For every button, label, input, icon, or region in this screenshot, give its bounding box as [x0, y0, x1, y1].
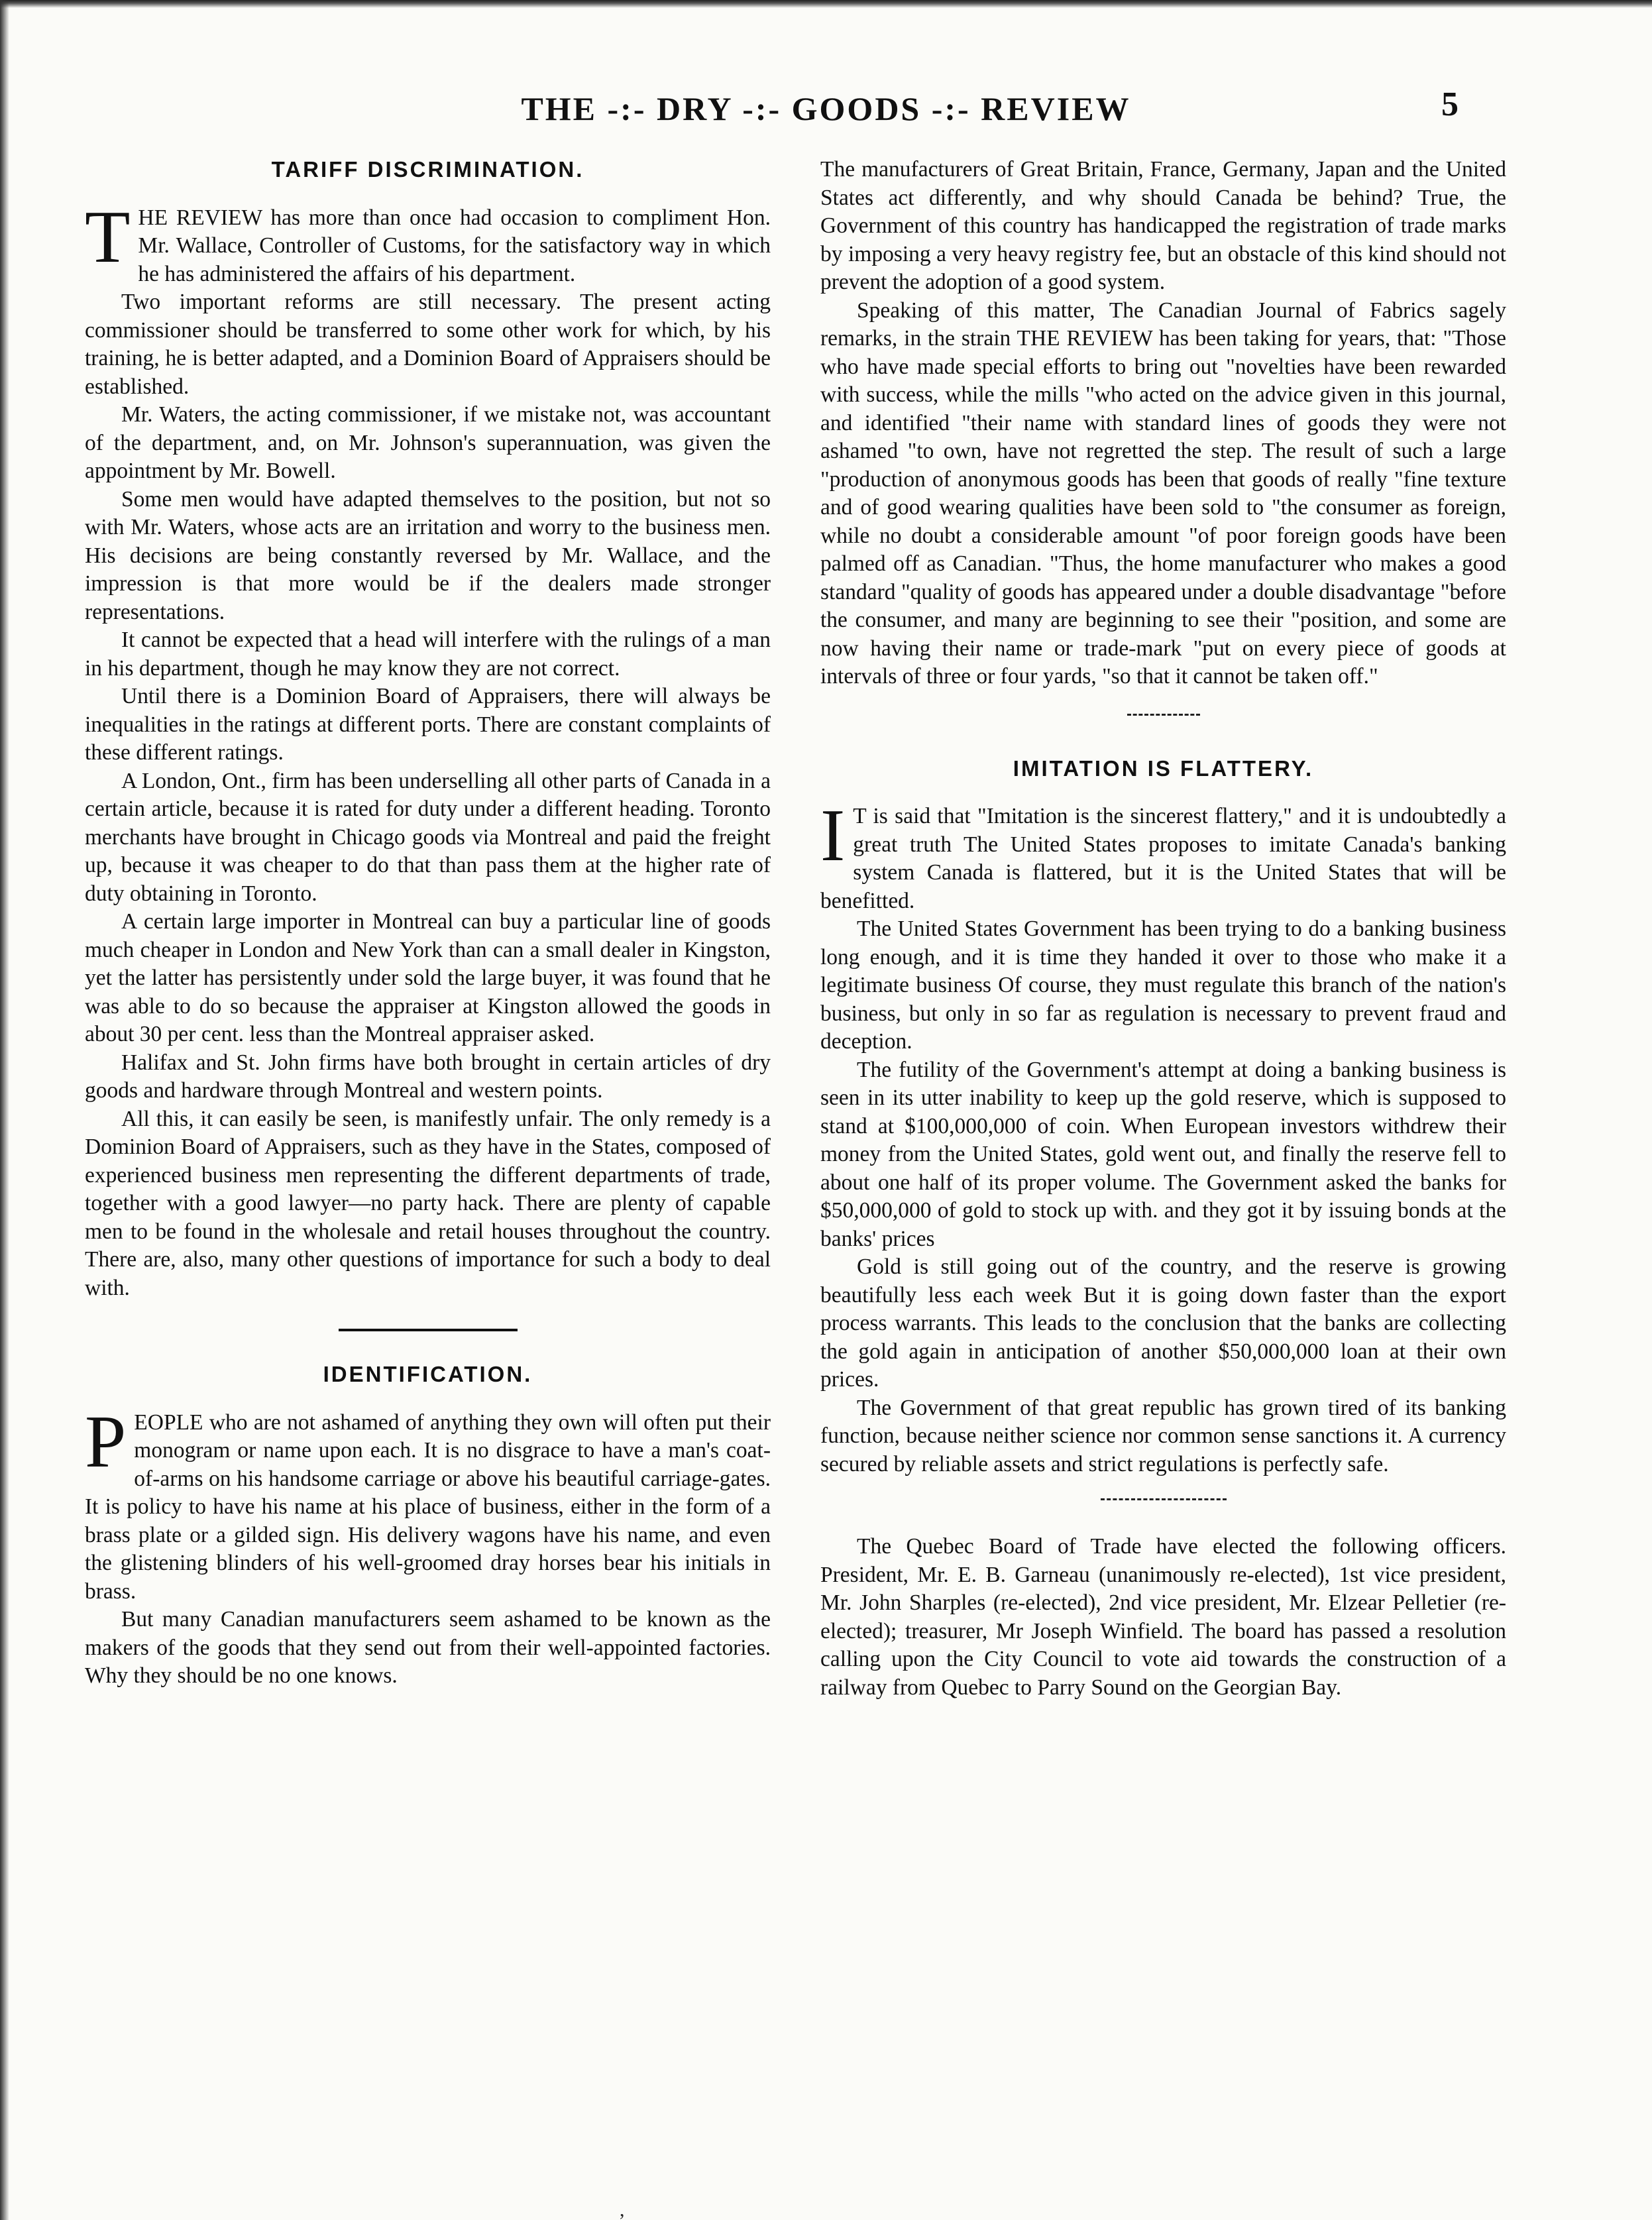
identification-continued-paragraph: Speaking of this matter, The Canadian Journal of Fabrics sagely remarks, in the strain THE REVIEW has been taking for years, that: "Those who have made special efforts to bring out "novelties have been rewarded with success, while the mills "who acted on the advice given in this journal, and identified "their name with standard lines of goods they were not ashamed "to own, have not regretted the step. The result of such a large "production of anonymous goods has been that goods of really "fine texture and of good wearing qualities have been sold to "the consumer as foreign, while no doubt a considerable amount "of poor foreign goods have been palmed off as Canadian. "Thus, the home manufacturer who makes a good standard "quality of goods has appeared under a double disadvantage "before the consumer, and many are beginning to see their "position, and some are now having their name or trade-mark "put on every piece of goods at intervals of three or four yards, "so that it cannot be taken off." [820, 298, 1506, 689]
tariff-paragraph: A certain large importer in Montreal can buy a particular line of goods much cheaper in London and New York than can a small dealer in Kingston, yet the latter has persistently under sold the large buyer, it was found that he was able to do so because the appraiser at Kingston allowed the goods in about 30 per cent. less than the Montreal appraiser asked. [85, 909, 771, 1046]
imitation-paragraph: The futility of the Government's attempt at doing a banking business is seen in its utter inability to keep up the gold reserve, which is supposed to stand at $100,000,000 of coin. When European investors withdrew their money from the United States, gold went out, and finally the reserve fell to about one half of its proper volume. The Government asked the banks for $50,000,000 of gold to stock up with. and they got it by issuing bonds at the banks' prices [820, 1057, 1506, 1251]
identification-paragraph: PEOPLE who are not ashamed of anything they own will often put their monogram or name upon each. It is no disgrace to have a man's coat-of-arms on his handsome carriage or above his beautiful carriage-gates. It is policy to have his name at his place of business, either in the form of a brass plate or a gilded sign. His delivery wagons have his name, and even the glistening blinders of his well-groomed dray horses bear his initials in brass. [85, 1400, 771, 1604]
identification-continued-paragraph: The manufacturers of Great Britain, France, Germany, Japan and the United States act differently, and why should Canada be behind? True, the Government of this country has handicapped the registration of trade marks by imposing a very heavy registry fee, but an obstacle of this kind should not prevent the adoption of a good system. [820, 157, 1506, 294]
drop-cap: P [85, 1400, 127, 1483]
tariff-paragraph: It cannot be expected that a head will interfere with the rulings of a man in his department, though he may know they are not correct. [85, 628, 771, 681]
tariff-paragraph: Until there is a Dominion Board of Appraisers, there will always be inequalities in the ratings at different ports. There are constant complaints of these different ratings. [85, 684, 771, 765]
tariff-paragraph: All this, it can easily be seen, is manifestly unfair. The only remedy is a Dominion Board of Appraisers, such as they have in the States, composed of experienced business men representing the different departments of trade, together with a good lawyer—no party hack. There are plenty of capable men to be found in the wholesale and retail houses throughout the country. There are, also, many other questions of importance for such a body to deal with. [85, 1106, 771, 1300]
tariff-heading: TARIFF DISCRIMINATION. [271, 157, 584, 182]
masthead: THE -:- DRY -:- GOODS -:- REVIEW [521, 90, 1131, 127]
right-column [820, 156, 1506, 2177]
imitation-paragraph: The Government of that great republic has grown tired of its banking function, because neither science nor common sense sanctions it. A currency secured by reliable assets and strict regulations is perfectly safe. [820, 1395, 1506, 1476]
tariff-paragraph: A London, Ont., firm has been underselling all other parts of Canada in a certain article, because it is rated for duty under a different heading. Toronto merchants have brought in Chicago goods via Montreal and paid the freight up, because it was cheaper to do that than pass them at the higher rate of duty obtaining in Toronto. [85, 768, 771, 906]
identification-paragraph: But many Canadian manufacturers seem ashamed to be known as the makers of the goods that they send out from their well-appointed factories. Why they should be no one knows. [85, 1607, 771, 1688]
scan-mark: , [620, 2199, 625, 2220]
drop-cap: T [85, 195, 131, 278]
section-divider [1127, 714, 1200, 718]
scan-edge-left [0, 0, 9, 2220]
section-divider [1101, 1498, 1227, 1502]
identification-heading: IDENTIFICATION. [323, 1362, 533, 1386]
scan-edge-top [0, 0, 1652, 8]
tariff-paragraph: Some men would have adapted themselves to the position, but not so with Mr. Waters, whose acts are an irritation and worry to the business men. His decisions are being constantly reversed by Mr. Wallace, and the impression is that more would be if the dealers made stronger representations. [85, 486, 771, 624]
tariff-paragraph: THE REVIEW has more than once had occasion to compliment Hon. Mr. Wallace, Controller of Customs, for the satisfactory way in which he has administered the affairs of his department. [85, 195, 771, 286]
tariff-paragraph: Halifax and St. John firms have both brought in certain articles of dry goods and hardware through Montreal and western points. [85, 1050, 771, 1103]
page-number: 5 [1441, 85, 1459, 123]
imitation-heading: IMITATION IS FLATTERY. [1013, 755, 1314, 781]
imitation-paragraph: The United States Government has been trying to do a banking business long enough, and it is time they handed it over to those who make it a legitimate business Of course, they must regulate this branch of the nation's business, but only in so far as regulation is necessary to prevent fraud and deception. [820, 916, 1506, 1054]
quebec-board-paragraph: The Quebec Board of Trade have elected the following officers. President, Mr. E. B. Garneau (unanimously re-elected), 1st vice president, Mr. John Sharples (re-elected), 2nd vice president, Mr. Elzear Pelletier (re-elected); treasurer, Mr Joseph Winfield. The board has passed a resolution calling upon the City Council to vote aid towards the construction of a railway from Quebec to Parry Sound on the Georgian Bay. [820, 1534, 1506, 1700]
tariff-paragraph: Mr. Waters, the acting commissioner, if we mistake not, was accountant of the department, and, on Mr. Johnson's superannuation, was given the appointment by Mr. Bowell. [85, 402, 771, 483]
tariff-paragraph: Two important reforms are still necessary. The present acting commissioner should be transferred to some other work for which, by his training, he is better adapted, and a Dominion Board of Appraisers should be established. [85, 290, 771, 399]
drop-cap: I [820, 795, 846, 877]
left-column [85, 156, 771, 2177]
imitation-paragraph: Gold is still going out of the country, and the reserve is growing beautifully less each week But it is going down faster than the export process warrants. This leads to the conclusion that the banks are collecting the gold again in anticipation of another $50,000,000 loan at their own prices. [820, 1254, 1506, 1392]
section-divider [339, 1329, 518, 1331]
imitation-paragraph: I T is said that "Imitation is the sincerest flattery," and it is undoubtedly a great truth The United States proposes to imitate Canada's banking system Canada is flattered, but it is the United States that will be benefitted. [820, 795, 1506, 913]
